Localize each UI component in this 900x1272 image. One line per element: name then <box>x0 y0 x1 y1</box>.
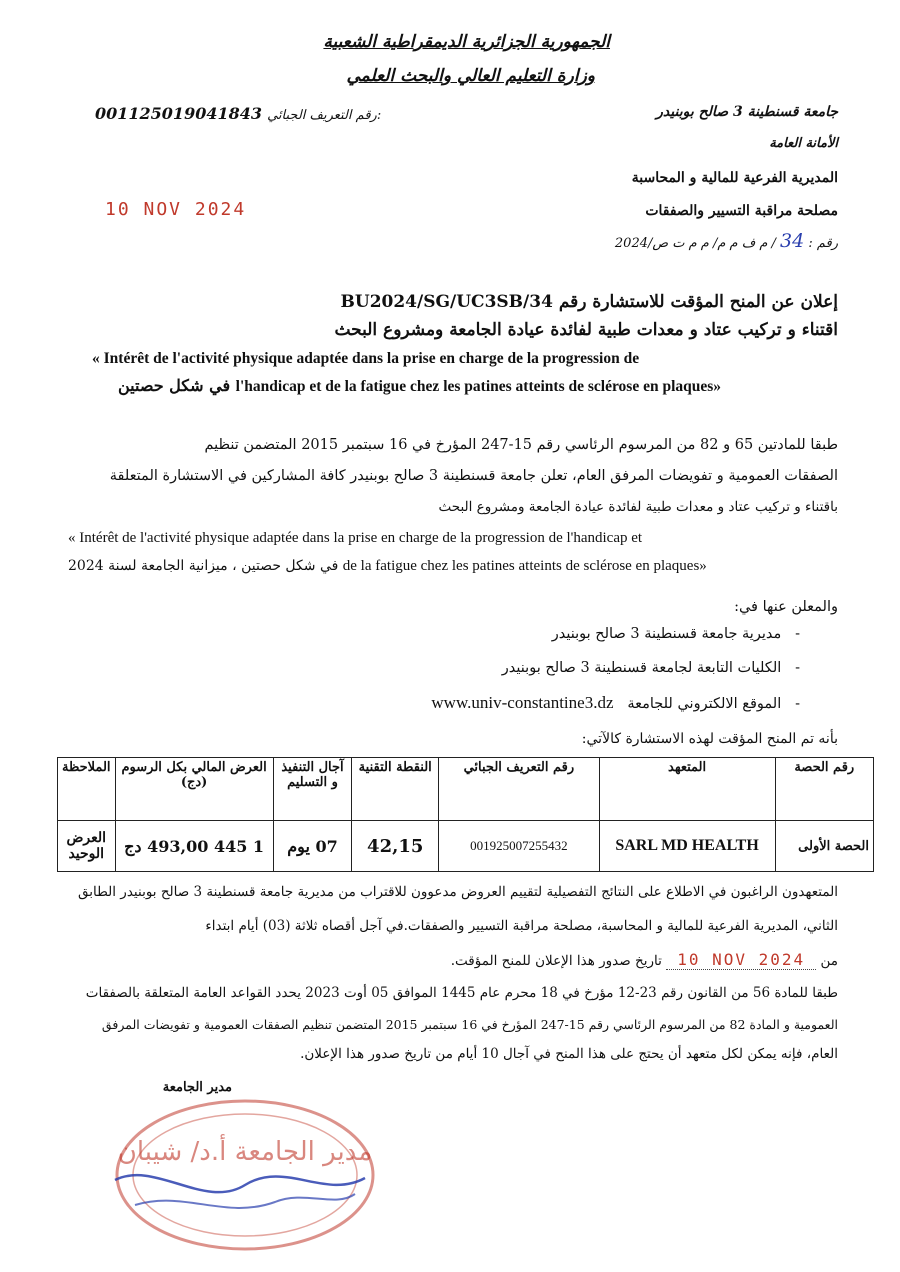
col-header-bidder: المتعهد <box>599 758 775 821</box>
body-project-line2 <box>68 558 707 575</box>
col-header-delivery: آجال التنفيذ و التسليم <box>273 758 352 821</box>
body-project-fr-1: « Intérêt de l'activité physique adaptée dans la prise en charge de la progression de l'handicap et <box>68 530 643 546</box>
award-table <box>57 757 874 872</box>
bullet-text: مديرية جامعة قسنطينة 3 صالح بوبنيدر <box>551 626 782 642</box>
sub-directorate: المديرية الفرعية للمالية و المحاسبة <box>631 170 838 186</box>
appeal-line3: العام، فإنه يمكن لكل متعهد أن يحتج على هذا المنح في آجال 10 أيام من تاريخ صدور هذا الإعلان. <box>300 1046 838 1062</box>
cell-tax-id: 001925007255432 <box>439 821 599 872</box>
table-row <box>58 821 874 872</box>
cell-lot: الحصة الأولى <box>775 821 873 872</box>
reference-prefix: رقم : <box>808 236 838 251</box>
col-header-lot: رقم الحصة <box>775 758 873 821</box>
award-intro: بأنه تم المنح المؤقت لهذه الاستشارة كالآتي: <box>581 731 838 747</box>
cell-bidder: SARL MD HEALTH <box>599 821 775 872</box>
bullet-text: الكليات التابعة لجامعة قسنطينة 3 صالح بوبنيدر <box>501 660 782 676</box>
appeal-line1: طبقا للمادة 56 من القانون رقم 23-12 مؤرخ في 18 محرم عام 1445 الموافق 05 أوت 2023 يحدد القواعد العامة المتعلقة بالصفقات <box>85 985 838 1001</box>
body-paragraph-line2: الصفقات العمومية و تفويضات المرفق العام، تعلن جامعة قسنطينة 3 صالح بوبنيدر كافة المشاركين في الاستشارة المتعلقة <box>109 468 838 484</box>
results-from: من <box>820 953 838 969</box>
ministry-header: وزارة التعليم العالي والبحث العلمي <box>346 66 595 86</box>
website-link[interactable]: www.univ-constantine3.dz <box>431 693 614 712</box>
cell-delivery: 07 يوم <box>273 821 352 872</box>
appeal-line2: العمومية و المادة 82 من المرسوم الرئاسي رقم 15-247 المؤرخ في 16 سبتمبر 2015 المتضمن تنظيم الصفقات العمومية و تفويضات المرفق <box>101 1017 838 1032</box>
announcement-title: إعلان عن المنح المؤقت للاستشارة رقم BU2024/SG/UC3SB/34 <box>340 292 838 312</box>
table-header-row <box>58 758 874 821</box>
results-from-post: تاريخ صدور هذا الإعلان للمنح المؤقت. <box>450 953 662 969</box>
body-paragraph-line1: طبقا للمادتين 65 و 82 من المرسوم الرئاسي رقم 15-247 المؤرخ في 16 سبتمبر 2015 المتضمن تنظيم <box>204 437 838 453</box>
body-project-fr-2: de la fatigue chez les patines atteints de sclérose en plaques» <box>342 558 707 574</box>
results-line1: المتعهدون الراغبون في الاطلاع على النتائج التفصيلية لتقييم العروض مدعوون للاقتراب من مديرية جامعة قسنطينة 3 صالح بوبنيدر الطابق <box>77 884 838 900</box>
results-date-field <box>666 950 816 970</box>
cell-tech-score: 42,15 <box>352 821 439 872</box>
announced-in-label: والمعلن عنها في: <box>734 599 838 615</box>
date-stamp: 10 NOV 2024 <box>105 199 247 220</box>
col-header-tax-id: رقم التعريف الجبائي <box>439 758 599 821</box>
results-date-stamp: 10 NOV 2024 <box>677 950 806 969</box>
bullet-item: - مديرية جامعة قسنطينة 3 صالح بوبنيدر <box>551 626 800 642</box>
cell-price: 1 445 493,00 دج <box>115 821 273 872</box>
col-header-price: العرض المالي بكل الرسوم (دج) <box>115 758 273 821</box>
reference-number <box>615 230 838 252</box>
signature-stroke <box>115 1175 365 1192</box>
general-secretariat: الأمانة العامة <box>769 136 838 151</box>
results-line3 <box>451 950 838 970</box>
reference-suffix: / م ف م م/ م م ت ص/2024 <box>614 236 776 251</box>
lots-count-ar: في شكل حصتين <box>118 376 231 395</box>
body-paragraph-line3: باقتناء و تركيب عتاد و معدات طبية لفائدة عيادة الجامعة ومشروع البحث <box>438 499 838 515</box>
signatory-title: مدير الجامعة <box>162 1080 232 1095</box>
university-name: جامعة قسنطينة 3 صالح بوبنيدر <box>656 104 838 120</box>
project-title-fr-2: l'handicap et de la fatigue chez les patines atteints de sclérose en plaques» <box>235 378 722 395</box>
results-line2: الثاني، المديرية الفرعية للمالية و المحاسبة، مصلحة مراقبة التسيير والصفقات.في آجل أقصاه ثلاثة (03) أيام ابتداء <box>205 918 838 934</box>
bullet-text: الموقع الالكتروني للجامعة <box>627 696 782 712</box>
project-title-fr-1: « Intérêt de l'activité physique adaptée dans la prise en charge de la progression de <box>92 350 640 367</box>
stamp-text: مدير الجامعة أ.د/ شيبان <box>117 1137 373 1167</box>
official-stamp <box>95 1090 385 1260</box>
service-name: مصلحة مراقبة التسيير والصفقات <box>645 203 838 219</box>
budget-text: في شكل حصتين ، ميزانية الجامعة لسنة 2024 <box>68 558 339 574</box>
reference-handwritten: 34 <box>780 230 805 252</box>
tax-id-line <box>95 104 381 123</box>
announcement-subject: اقتناء و تركيب عتاد و معدات طبية لفائدة عيادة الجامعة ومشروع البحث <box>334 320 838 340</box>
tax-id-value: 001125019041843 <box>95 104 262 123</box>
project-title-line2 <box>118 376 721 396</box>
col-header-remark: الملاحظة <box>58 758 116 821</box>
col-header-tech-score: النقطة التقنية <box>352 758 439 821</box>
republic-header: الجمهورية الجزائرية الديمقراطية الشعبية <box>323 32 610 52</box>
signature-stroke <box>135 1194 355 1208</box>
bullet-item: - الكليات التابعة لجامعة قسنطينة 3 صالح بوبنيدر <box>501 660 800 676</box>
tax-id-label: رقم التعريف الجبائي: <box>267 108 382 123</box>
bullet-item: - الموقع الالكتروني للجامعة www.univ-constantine3.dz <box>431 693 800 712</box>
cell-remark: العرض الوحيد <box>58 821 116 872</box>
